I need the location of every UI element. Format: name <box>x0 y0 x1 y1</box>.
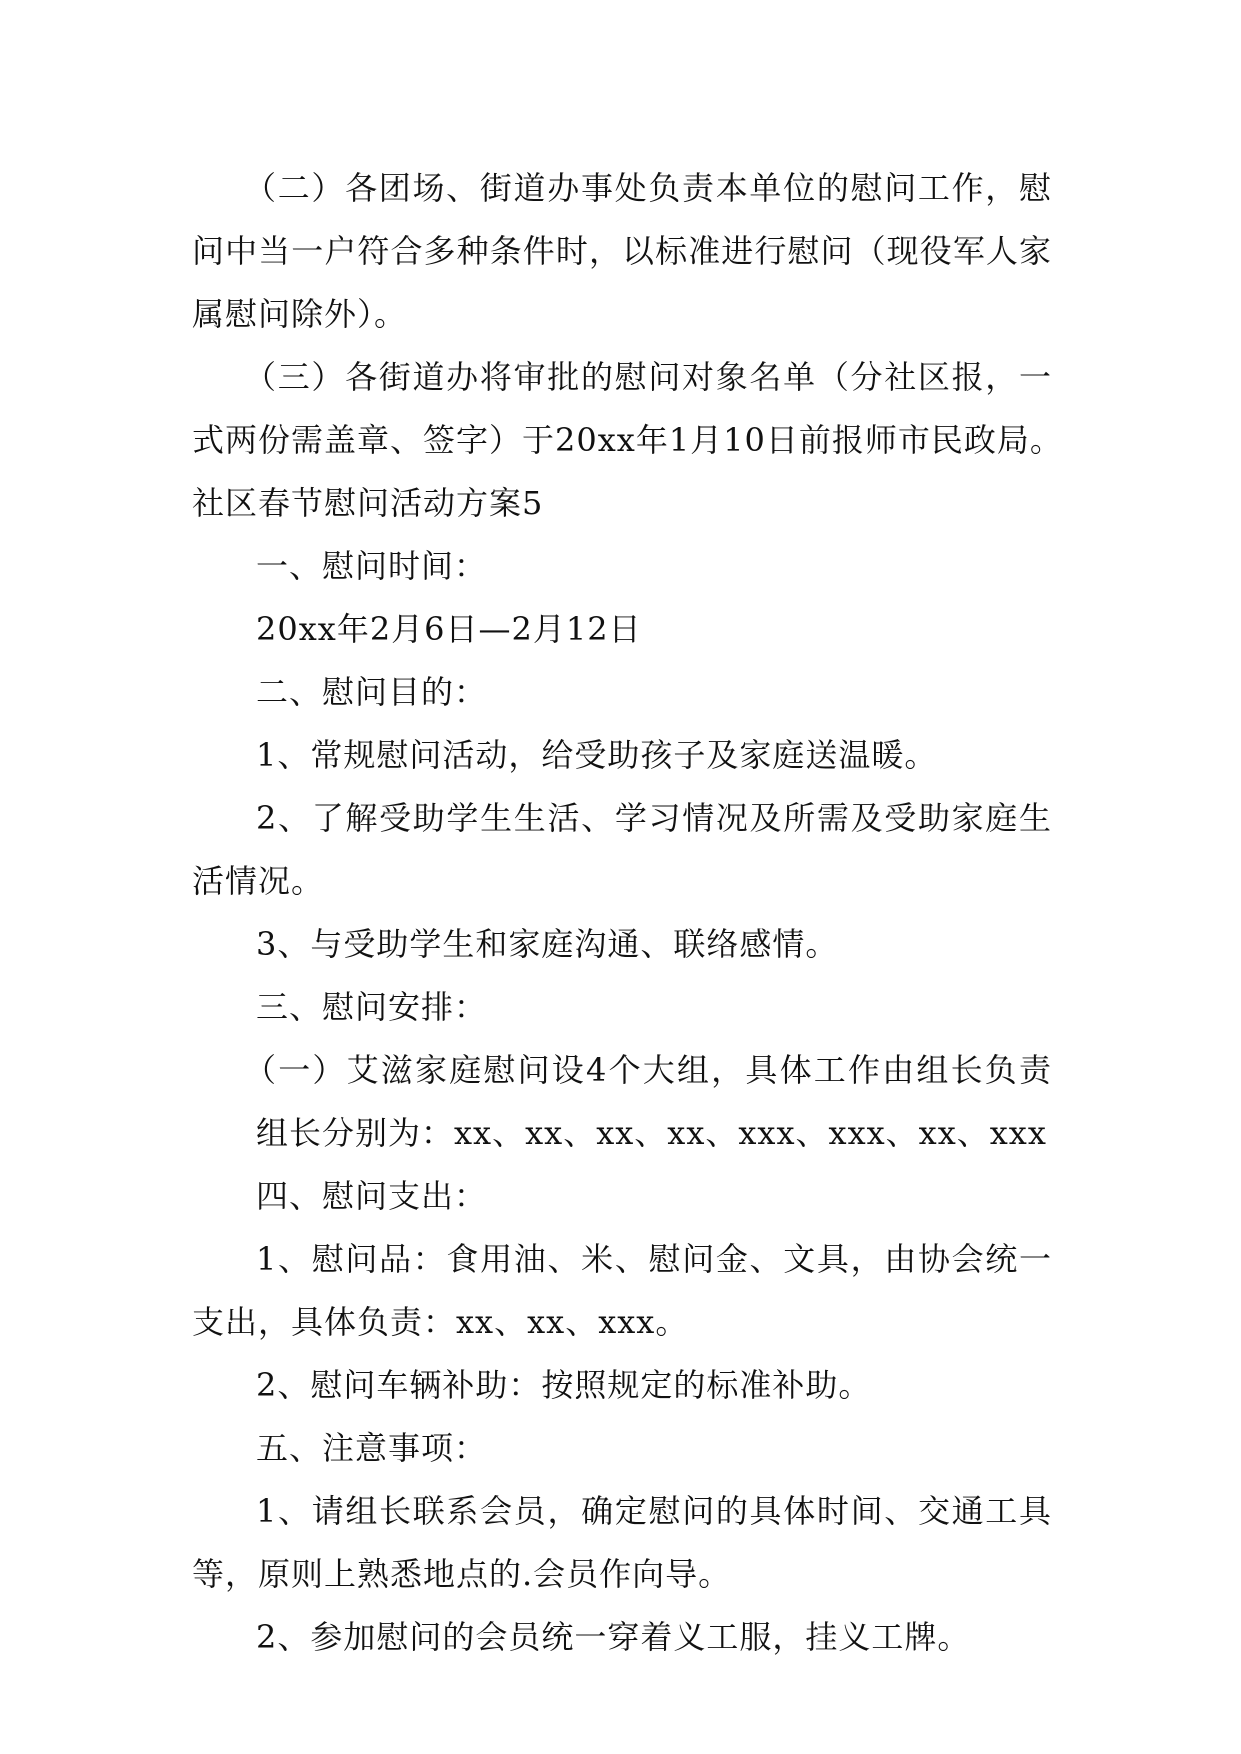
heading-line: 三、慰问安排： <box>256 988 488 1026</box>
paragraph-line: 1、慰问品：食用油、米、慰问金、文具，由协会统一 <box>256 1240 1052 1278</box>
paragraph-line: 等，原则上熟悉地点的.会员作向导。 <box>192 1555 732 1593</box>
paragraph-line: （三）各街道办将审批的慰问对象名单（分社区报，一 <box>244 358 1052 396</box>
paragraph-line: 问中当一户符合多种条件时，以标准进行慰问（现役军人家 <box>192 232 1052 270</box>
paragraph-line: 3、与受助学生和家庭沟通、联络感情。 <box>256 925 839 963</box>
paragraph-line: 组长分别为：xx、xx、xx、xx、xxx、xxx、xx、xxx <box>256 1114 1047 1152</box>
heading-line: 五、注意事项： <box>256 1429 488 1467</box>
paragraph-line: 活情况。 <box>192 862 325 900</box>
heading-line: 一、慰问时间： <box>256 547 488 585</box>
document-body <box>192 157 1063 1669</box>
paragraph-line: 1、常规慰问活动，给受助孩子及家庭送温暖。 <box>256 736 938 774</box>
paragraph-line: 2、参加慰问的会员统一穿着义工服，挂义工牌。 <box>256 1618 971 1656</box>
paragraph-line: （二）各团场、街道办事处负责本单位的慰问工作，慰 <box>244 169 1052 207</box>
heading-line: 二、慰问目的： <box>256 673 488 711</box>
paragraph-line: （一）艾滋家庭慰问设4个大组，具体工作由组长负责 <box>244 1051 1052 1089</box>
paragraph-line: 属慰问除外）。 <box>192 295 408 333</box>
section-title: 社区春节慰问活动方案5 <box>192 484 544 522</box>
paragraph-line: 20xx年2月6日—2月12日 <box>256 610 642 648</box>
paragraph-line: 支出，具体负责：xx、xx、xxx。 <box>192 1303 689 1341</box>
heading-line: 四、慰问支出： <box>256 1177 488 1215</box>
paragraph-line: 式两份需盖章、签字）于20xx年1月10日前报师市民政局。 <box>192 421 1063 459</box>
paragraph-line: 2、了解受助学生生活、学习情况及所需及受助家庭生 <box>256 799 1052 837</box>
paragraph-line: 1、请组长联系会员，确定慰问的具体时间、交通工具 <box>256 1492 1052 1530</box>
paragraph-line: 2、慰问车辆补助：按照规定的标准补助。 <box>256 1366 872 1404</box>
